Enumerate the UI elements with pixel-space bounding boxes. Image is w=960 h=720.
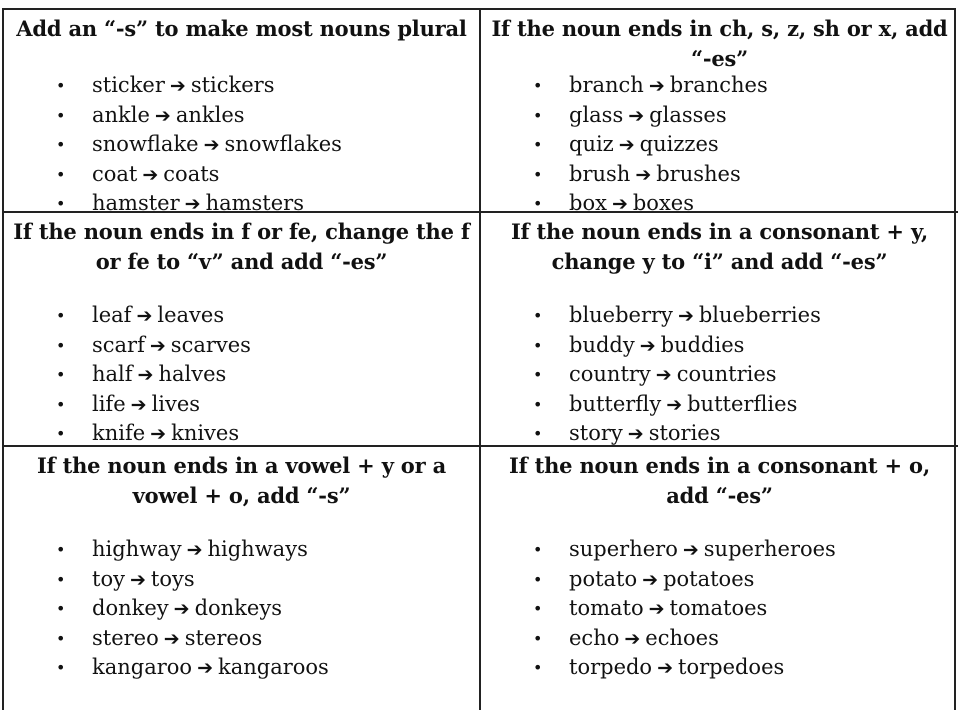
plural-noun: toys <box>150 566 195 591</box>
arrow-right-icon: ➔ <box>655 364 672 386</box>
plural-noun: butterflies <box>687 391 798 416</box>
bullet-icon: • <box>56 540 66 559</box>
plural-noun: kangaroos <box>217 655 329 679</box>
list-item <box>481 130 768 160</box>
example-list <box>4 301 251 447</box>
bullet-icon: • <box>56 194 66 213</box>
list-item <box>4 360 251 390</box>
arrow-right-icon: ➔ <box>136 305 153 327</box>
singular-noun: sticker <box>92 73 165 97</box>
bullet-icon: • <box>56 335 66 355</box>
singular-noun: donkey <box>92 596 169 620</box>
arrow-right-icon: ➔ <box>203 134 220 156</box>
plural-noun: potatoes <box>663 566 755 591</box>
rule-heading: If the noun ends in a consonant + o, add “-es” <box>509 453 930 508</box>
list-item <box>481 189 768 213</box>
rule-heading: Add an “-s” to make most nouns plural <box>16 16 467 41</box>
list-item <box>481 160 768 190</box>
bullet-icon: • <box>533 164 543 184</box>
plural-noun: highways <box>207 537 308 561</box>
example-list <box>481 535 836 683</box>
singular-noun: blueberry <box>569 303 673 327</box>
singular-noun: glass <box>569 102 624 127</box>
singular-noun: toy <box>92 566 125 591</box>
rule-cell-vowel-y-o <box>4 447 481 710</box>
arrow-right-icon: ➔ <box>149 334 166 357</box>
arrow-right-icon: ➔ <box>173 598 190 620</box>
bullet-icon: • <box>533 306 543 325</box>
list-item <box>4 565 329 595</box>
singular-noun: box <box>569 191 607 213</box>
list-item <box>481 71 768 101</box>
singular-noun: life <box>92 391 126 416</box>
arrow-right-icon: ➔ <box>648 598 665 620</box>
bullet-icon: • <box>56 424 66 443</box>
plural-noun: blueberries <box>698 303 821 327</box>
bullet-icon: • <box>56 164 66 184</box>
rule-cell-consonant-y <box>481 213 958 447</box>
arrow-right-icon: ➔ <box>611 193 628 213</box>
singular-noun: highway <box>92 537 182 561</box>
plural-noun: superheroes <box>703 537 836 561</box>
plural-noun: ankles <box>175 102 245 127</box>
plural-noun: donkeys <box>194 596 282 620</box>
plural-noun: hamsters <box>205 191 304 213</box>
list-item <box>481 419 821 447</box>
arrow-right-icon: ➔ <box>624 627 641 650</box>
bullet-icon: • <box>533 105 543 125</box>
arrow-right-icon: ➔ <box>130 393 147 416</box>
plural-noun: halves <box>158 362 227 386</box>
plural-noun: countries <box>676 362 777 386</box>
singular-noun: hamster <box>92 191 180 213</box>
plural-noun: tomatoes <box>669 596 768 620</box>
singular-noun: snowflake <box>92 132 199 156</box>
bullet-icon: • <box>533 424 543 443</box>
list-item <box>481 624 836 654</box>
list-item <box>481 301 821 331</box>
list-item <box>4 101 342 131</box>
list-item <box>481 360 821 390</box>
arrow-right-icon: ➔ <box>642 568 659 591</box>
example-list <box>481 301 821 447</box>
plural-noun: knives <box>171 421 240 445</box>
plural-rules-table <box>2 8 956 710</box>
arrow-right-icon: ➔ <box>618 134 635 156</box>
list-item <box>4 301 251 331</box>
singular-noun: branch <box>569 73 644 97</box>
arrow-right-icon: ➔ <box>184 193 201 213</box>
example-list <box>4 535 329 683</box>
list-item <box>4 419 251 447</box>
list-item <box>481 331 821 361</box>
singular-noun: half <box>92 362 133 386</box>
bullet-icon: • <box>56 76 66 95</box>
bullet-icon: • <box>56 135 66 154</box>
list-item <box>481 594 836 624</box>
arrow-right-icon: ➔ <box>150 423 167 445</box>
arrow-right-icon: ➔ <box>186 539 203 561</box>
plural-noun: quizzes <box>639 132 719 156</box>
singular-noun: leaf <box>92 303 132 327</box>
singular-noun: buddy <box>569 332 635 357</box>
bullet-icon: • <box>533 628 543 648</box>
plural-noun: snowflakes <box>224 132 342 156</box>
singular-noun: echo <box>569 625 620 650</box>
list-item <box>4 71 342 101</box>
bullet-icon: • <box>533 365 543 384</box>
singular-noun: quiz <box>569 132 614 156</box>
plural-noun: branches <box>669 73 768 97</box>
bullet-icon: • <box>56 394 66 414</box>
singular-noun: knife <box>92 421 146 445</box>
bullet-icon: • <box>533 76 543 95</box>
list-item <box>4 535 329 565</box>
bullet-icon: • <box>56 365 66 384</box>
singular-noun: stereo <box>92 625 159 650</box>
list-item <box>4 331 251 361</box>
singular-noun: scarf <box>92 332 145 357</box>
arrow-right-icon: ➔ <box>648 75 665 97</box>
rule-heading: If the noun ends in a consonant + y, change y to “i” and add “-es” <box>510 219 929 274</box>
arrow-right-icon: ➔ <box>129 568 146 591</box>
bullet-icon: • <box>56 628 66 648</box>
list-item <box>481 535 836 565</box>
list-item <box>4 130 342 160</box>
singular-noun: torpedo <box>569 655 653 679</box>
bullet-icon: • <box>56 105 66 125</box>
bullet-icon: • <box>533 540 543 559</box>
bullet-icon: • <box>533 569 543 589</box>
rule-cell-consonant-o <box>481 447 958 710</box>
bullet-icon: • <box>56 658 66 677</box>
plural-noun: buddies <box>660 332 745 357</box>
rule-heading: If the noun ends in f or fe, change the f or fe to “v” and add “-es” <box>13 219 470 274</box>
list-item <box>4 160 342 190</box>
singular-noun: coat <box>92 161 138 186</box>
list-item <box>4 189 342 213</box>
plural-noun: glasses <box>649 102 727 127</box>
rule-heading: If the noun ends in ch, s, z, sh or x, add “-es” <box>491 16 948 71</box>
singular-noun: potato <box>569 566 638 591</box>
plural-noun: echoes <box>645 625 719 650</box>
arrow-right-icon: ➔ <box>635 163 652 186</box>
rule-cell-add-es <box>481 10 958 213</box>
arrow-right-icon: ➔ <box>169 75 186 97</box>
singular-noun: brush <box>569 161 631 186</box>
arrow-right-icon: ➔ <box>197 657 213 679</box>
example-list <box>4 71 342 213</box>
arrow-right-icon: ➔ <box>666 393 683 416</box>
plural-noun: stereos <box>184 625 263 650</box>
arrow-right-icon: ➔ <box>627 423 644 445</box>
bullet-icon: • <box>56 599 66 618</box>
bullet-icon: • <box>533 394 543 414</box>
list-item <box>4 594 329 624</box>
arrow-right-icon: ➔ <box>137 364 154 386</box>
plural-noun: brushes <box>656 161 741 186</box>
plural-noun: coats <box>163 161 220 186</box>
singular-noun: superhero <box>569 537 678 561</box>
singular-noun: tomato <box>569 596 644 620</box>
example-list <box>481 71 768 213</box>
plural-noun: boxes <box>632 191 694 213</box>
rule-cell-f-fe <box>4 213 481 447</box>
list-item <box>481 390 821 420</box>
arrow-right-icon: ➔ <box>657 657 673 679</box>
plural-noun: stickers <box>190 73 275 97</box>
rule-cell-add-s <box>4 10 481 213</box>
bullet-icon: • <box>56 569 66 589</box>
list-item <box>4 653 329 683</box>
plural-noun: stories <box>648 421 721 445</box>
arrow-right-icon: ➔ <box>163 627 180 650</box>
singular-noun: country <box>569 362 651 386</box>
arrow-right-icon: ➔ <box>628 104 645 127</box>
arrow-right-icon: ➔ <box>682 539 699 561</box>
list-item <box>481 653 836 683</box>
bullet-icon: • <box>533 194 543 213</box>
plural-noun: leaves <box>157 303 225 327</box>
singular-noun: kangaroo <box>92 655 193 679</box>
arrow-right-icon: ➔ <box>154 104 171 127</box>
list-item <box>481 565 836 595</box>
rule-heading: If the noun ends in a vowel + y or a vowel + o, add “-s” <box>37 453 446 508</box>
singular-noun: butterfly <box>569 391 662 416</box>
list-item <box>4 390 251 420</box>
bullet-icon: • <box>533 658 543 677</box>
arrow-right-icon: ➔ <box>677 305 694 327</box>
bullet-icon: • <box>533 135 543 154</box>
arrow-right-icon: ➔ <box>639 334 656 357</box>
singular-noun: story <box>569 421 623 445</box>
bullet-icon: • <box>533 599 543 618</box>
bullet-icon: • <box>533 335 543 355</box>
arrow-right-icon: ➔ <box>142 163 159 186</box>
plural-noun: torpedoes <box>678 655 785 679</box>
plural-noun: scarves <box>170 332 251 357</box>
list-item <box>4 624 329 654</box>
list-item <box>481 101 768 131</box>
singular-noun: ankle <box>92 102 150 127</box>
plural-noun: lives <box>151 391 201 416</box>
bullet-icon: • <box>56 306 66 325</box>
